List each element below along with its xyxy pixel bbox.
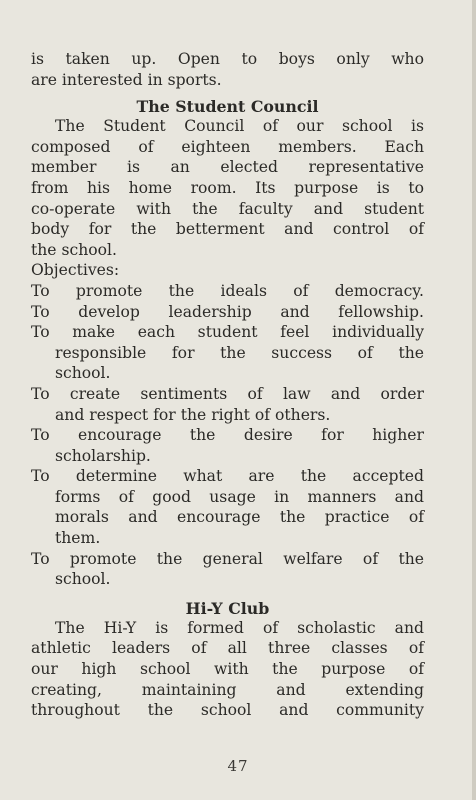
objectives-label: Objectives: — [31, 261, 120, 280]
objective-line: scholarship. — [55, 446, 151, 465]
objective-line: To make each student feel individually — [31, 323, 424, 342]
paragraph-line: The Student Council of our school is — [55, 117, 424, 136]
paragraph-line: our high school with the purpose of — [31, 660, 424, 679]
section-heading-hi-y-club: Hi-Y Club — [185, 598, 270, 618]
section-heading-student-council: The Student Council — [136, 97, 319, 117]
page-number: 47 — [227, 757, 249, 775]
objective-line: To create sentiments of law and order — [31, 384, 424, 403]
intro-line: are interested in sports. — [31, 70, 222, 89]
page-text — [31, 49, 424, 721]
objective-line: To promote the general welfare of the — [31, 549, 424, 568]
paragraph-line: body for the betterment and control of — [31, 220, 424, 239]
page-edge — [472, 0, 476, 800]
intro-line: is taken up. Open to boys only who — [31, 50, 424, 68]
paragraph-line: composed of eighteen members. Each — [31, 137, 424, 156]
objective-line: and respect for the right of others. — [55, 405, 331, 424]
paragraph-line: throughout the school and community — [31, 701, 424, 720]
objective-line: To encourage the desire for higher — [31, 426, 424, 445]
objective-line: them. — [55, 529, 101, 548]
objective-line: To develop leadership and fellowship. — [31, 302, 424, 321]
objective-line: responsible for the success of the — [55, 343, 424, 362]
paragraph-line: from his home room. Its purpose is to — [31, 178, 424, 197]
paragraph-line: creating, maintaining and extending — [31, 680, 424, 699]
objective-line: school. — [55, 364, 111, 383]
objective-line: morals and encourage the practice of — [55, 508, 424, 527]
objective-line: school. — [55, 570, 111, 589]
paragraph-line: The Hi-Y is formed of scholastic and — [55, 618, 424, 637]
paragraph-line: athletic leaders of all three classes of — [31, 639, 424, 658]
objective-line: forms of good usage in manners and — [55, 487, 424, 506]
objective-line: To determine what are the accepted — [31, 467, 424, 486]
paragraph-line: member is an elected representative — [31, 158, 424, 177]
paragraph-line: the school. — [31, 240, 117, 259]
objective-line: To promote the ideals of democracy. — [31, 281, 424, 300]
paragraph-line: co-operate with the faculty and student — [31, 199, 424, 218]
